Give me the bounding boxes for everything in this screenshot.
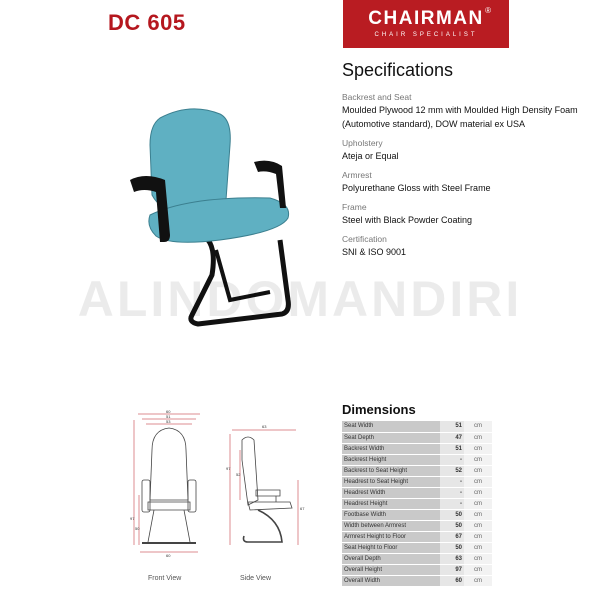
dimension-label: Headrest Height bbox=[342, 498, 440, 509]
spec-value: Polyurethane Gloss with Steel Frame bbox=[342, 183, 491, 193]
dimension-value: 63 bbox=[440, 553, 464, 564]
spec-value: Moulded Plywood 12 mm with Moulded High Density Foam (Automotive standard), DOW material ex USA bbox=[342, 105, 578, 129]
spec-item bbox=[342, 233, 592, 259]
dimension-label: Overall Depth bbox=[342, 553, 440, 564]
dimension-label: Headrest Width bbox=[342, 487, 440, 498]
table-row bbox=[342, 432, 492, 443]
dimension-label: Armrest Height to Floor bbox=[342, 531, 440, 542]
dimension-value: 51 bbox=[440, 421, 464, 432]
spec-value: Steel with Black Powder Coating bbox=[342, 215, 473, 225]
table-row bbox=[342, 564, 492, 575]
front-dim-left-1: 97 bbox=[130, 516, 135, 521]
dimension-unit: cm bbox=[464, 487, 492, 498]
dimensions-table bbox=[342, 421, 492, 587]
dimension-unit: cm bbox=[464, 421, 492, 432]
dimension-label: Seat Depth bbox=[342, 432, 440, 443]
side-dim-left-2: 52 bbox=[236, 472, 241, 477]
table-row bbox=[342, 421, 492, 432]
dimension-unit: cm bbox=[464, 465, 492, 476]
table-row bbox=[342, 465, 492, 476]
brand-tagline: CHAIR SPECIALIST bbox=[374, 32, 478, 38]
specifications-title: Specifications bbox=[342, 60, 454, 80]
dimension-value: - bbox=[440, 487, 464, 498]
table-row bbox=[342, 454, 492, 465]
dimension-value: 67 bbox=[440, 531, 464, 542]
dimension-unit: cm bbox=[464, 553, 492, 564]
dimension-label: Headrest to Seat Height bbox=[342, 476, 440, 487]
brand-logo bbox=[343, 0, 509, 48]
watermark: ALINDOMANDIRI bbox=[77, 271, 523, 327]
dimension-unit: cm bbox=[464, 542, 492, 553]
spec-label: Certification bbox=[342, 234, 387, 244]
front-dim-top-1: 60 bbox=[166, 410, 171, 414]
specifications-section bbox=[342, 60, 592, 265]
dimension-unit: cm bbox=[464, 520, 492, 531]
front-dim-left-2: 50 bbox=[135, 526, 140, 531]
dimension-label: Overall Height bbox=[342, 564, 440, 575]
dimension-label: Overall Width bbox=[342, 575, 440, 586]
dimension-unit: cm bbox=[464, 531, 492, 542]
spec-item bbox=[342, 91, 592, 131]
spec-label: Armrest bbox=[342, 170, 372, 180]
front-dim-top-3: 53 bbox=[166, 419, 171, 424]
front-dim-bottom: 60 bbox=[166, 553, 171, 558]
dimension-value: 52 bbox=[440, 465, 464, 476]
brand-registered-mark: ® bbox=[485, 6, 491, 15]
spec-label: Frame bbox=[342, 202, 367, 212]
dimension-unit: cm bbox=[464, 498, 492, 509]
side-dim-right: 67 bbox=[300, 506, 305, 511]
dimension-value: 51 bbox=[440, 443, 464, 454]
dimensions-title: Dimensions bbox=[342, 402, 416, 417]
front-view-label: Front View bbox=[148, 575, 182, 582]
table-row bbox=[342, 575, 492, 586]
dimension-value: 50 bbox=[440, 520, 464, 531]
dimension-unit: cm bbox=[464, 443, 492, 454]
spec-value: Ateja or Equal bbox=[342, 151, 399, 161]
side-dim-top: 63 bbox=[262, 424, 267, 429]
dimension-value: 50 bbox=[440, 509, 464, 520]
table-row bbox=[342, 498, 492, 509]
dimension-value: 60 bbox=[440, 575, 464, 586]
dimension-label: Seat Width bbox=[342, 421, 440, 432]
table-row bbox=[342, 509, 492, 520]
technical-drawings bbox=[130, 410, 320, 590]
side-view-label: Side View bbox=[240, 575, 272, 582]
spec-item bbox=[342, 201, 592, 227]
dimension-label: Backrest Width bbox=[342, 443, 440, 454]
side-view-drawing bbox=[230, 430, 298, 545]
spec-label: Upholstery bbox=[342, 138, 383, 148]
table-row bbox=[342, 553, 492, 564]
dimension-label: Seat Height to Floor bbox=[342, 542, 440, 553]
dimension-unit: cm bbox=[464, 454, 492, 465]
dimension-label: Footbase Width bbox=[342, 509, 440, 520]
chair-armrest-left bbox=[130, 176, 170, 242]
table-row bbox=[342, 520, 492, 531]
spec-item bbox=[342, 137, 592, 163]
model-title: DC 605 bbox=[108, 10, 186, 35]
table-row bbox=[342, 476, 492, 487]
table-row bbox=[342, 542, 492, 553]
dimension-value: - bbox=[440, 454, 464, 465]
dimension-unit: cm bbox=[464, 476, 492, 487]
spec-item bbox=[342, 169, 592, 195]
dimension-label: Width between Armrest bbox=[342, 520, 440, 531]
side-dim-left-1: 97 bbox=[226, 466, 231, 471]
dimension-value: 97 bbox=[440, 564, 464, 575]
dimension-unit: cm bbox=[464, 575, 492, 586]
dimensions-section bbox=[342, 402, 492, 587]
spec-label: Backrest and Seat bbox=[342, 92, 412, 102]
front-dim-top-2: 51 bbox=[166, 414, 171, 419]
spec-value: SNI & ISO 9001 bbox=[342, 247, 407, 257]
front-view-drawing bbox=[134, 414, 200, 552]
brand-name: CHAIRMAN bbox=[368, 8, 484, 29]
dimension-unit: cm bbox=[464, 432, 492, 443]
table-row bbox=[342, 443, 492, 454]
dimension-unit: cm bbox=[464, 564, 492, 575]
table-row bbox=[342, 531, 492, 542]
dimension-value: 47 bbox=[440, 432, 464, 443]
dimension-value: - bbox=[440, 498, 464, 509]
dimension-unit: cm bbox=[464, 509, 492, 520]
dimension-value: 50 bbox=[440, 542, 464, 553]
dimension-label: Backrest Height bbox=[342, 454, 440, 465]
dimension-value: - bbox=[440, 476, 464, 487]
dimension-label: Backrest to Seat Height bbox=[342, 465, 440, 476]
table-row bbox=[342, 487, 492, 498]
